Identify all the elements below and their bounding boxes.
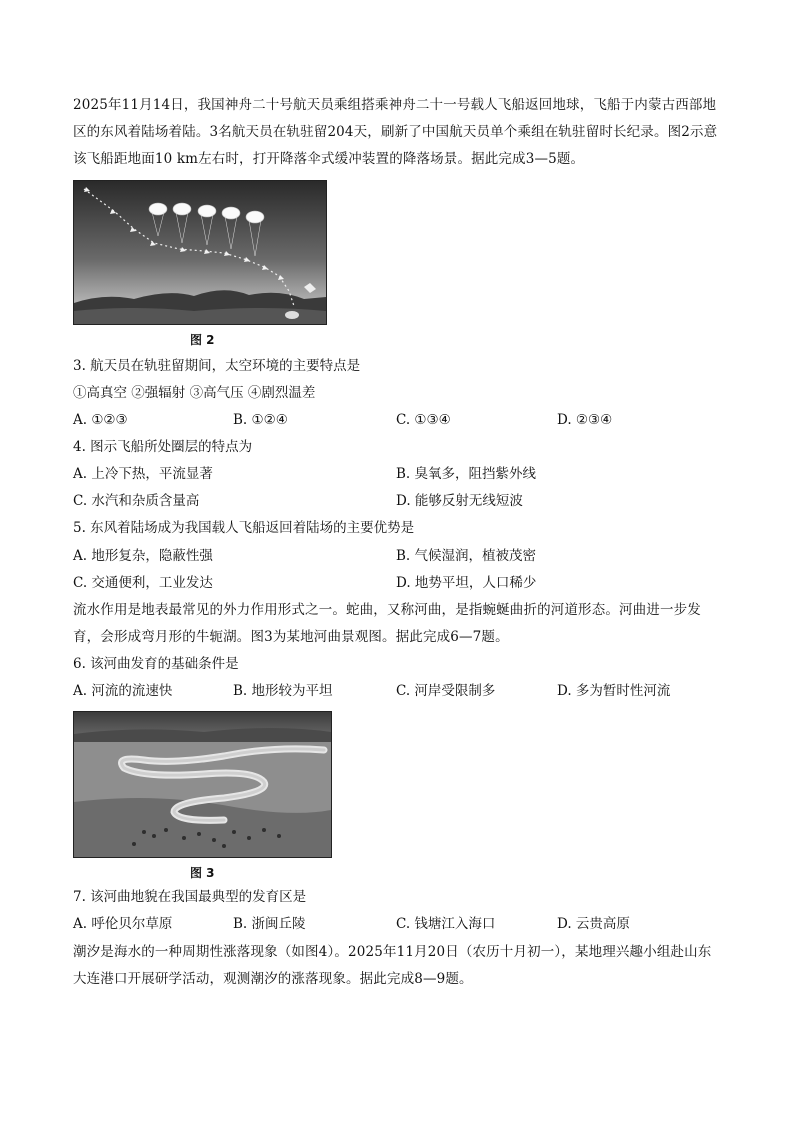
- figure-2-caption: 图 2: [190, 333, 215, 347]
- question-3-option-c: C. ①③④: [396, 412, 451, 428]
- question-7-option-b: B. 浙闽丘陵: [233, 916, 306, 932]
- parachute-descent-image: [74, 181, 326, 324]
- question-5-option-b: B. 气候湿润，植被茂密: [396, 548, 537, 564]
- question-6-option-d: D. 多为暂时性河流: [557, 683, 671, 699]
- question-3-option-d: D. ②③④: [557, 412, 613, 428]
- figure-3-caption: 图 3: [190, 866, 215, 880]
- figure-3-river-meander: [73, 711, 332, 858]
- question-4-option-d: D. 能够反射无线短波: [396, 493, 523, 509]
- intro-paragraph-tides: 潮汐是海水的一种周期性涨落现象（如图4）。2025年11月20日（农历十月初一），某地理兴趣小组赴山东大连港口开展研学活动，观测潮汐的涨落现象。据此完成8—9题。: [73, 944, 712, 987]
- question-5-option-a: A. 地形复杂，隐蔽性强: [73, 548, 213, 564]
- question-3-stem: 3. 航天员在轨驻留期间，太空环境的主要特点是: [73, 358, 361, 374]
- question-7-stem: 7. 该河曲地貌在我国最典型的发育区是: [73, 889, 307, 905]
- question-5-stem: 5. 东风着陆场成为我国载人飞船返回着陆场的主要优势是: [73, 520, 415, 536]
- intro-paragraph-meander: 流水作用是地表最常见的外力作用形式之一。蛇曲，又称河曲，是指蜿蜒曲折的河道形态。河曲进一步发育，会形成弯月形的牛轭湖。图3为某地河曲景观图。据此完成6—7题。: [73, 602, 701, 645]
- question-6-option-c: C. 河岸受限制多: [396, 683, 496, 699]
- question-6-option-a: A. 河流的流速快: [73, 683, 173, 699]
- question-7-option-d: D. 云贵高原: [557, 916, 630, 932]
- question-6-option-b: B. 地形较为平坦: [233, 683, 333, 699]
- question-4-option-c: C. 水汽和杂质含量高: [73, 493, 200, 509]
- intro-paragraph-shenzhou: 2025年11月14日，我国神舟二十号航天员乘组搭乘神舟二十一号载人飞船返回地球，飞船于内蒙古西部地区的东风着陆场着陆。3名航天员在轨驻留204天，刷新了中国航天员单个乘组在轨驻留时长纪录。图2示意该飞船距地面10 km左右时，打开降落伞式缓冲装置的降落场景。据此完成3—5题。: [73, 97, 718, 167]
- question-5-option-c: C. 交通便利，工业发达: [73, 575, 213, 591]
- question-3-option-b: B. ①②④: [233, 412, 288, 428]
- question-5-option-d: D. 地势平坦，人口稀少: [396, 575, 537, 591]
- question-7-option-a: A. 呼伦贝尔草原: [73, 916, 173, 932]
- question-3-items: ①高真空 ②强辐射 ③高气压 ④剧烈温差: [73, 385, 316, 401]
- question-7-option-c: C. 钱塘江入海口: [396, 916, 496, 932]
- question-4-stem: 4. 图示飞船所处圈层的特点为: [73, 439, 253, 455]
- question-6-stem: 6. 该河曲发育的基础条件是: [73, 656, 239, 672]
- question-4-option-a: A. 上冷下热，平流显著: [73, 466, 213, 482]
- figure-2-parachute-descent: [73, 180, 327, 325]
- question-4-option-b: B. 臭氧多，阻挡紫外线: [396, 466, 537, 482]
- river-meander-image: [74, 712, 331, 857]
- question-3-option-a: A. ①②③: [73, 412, 128, 428]
